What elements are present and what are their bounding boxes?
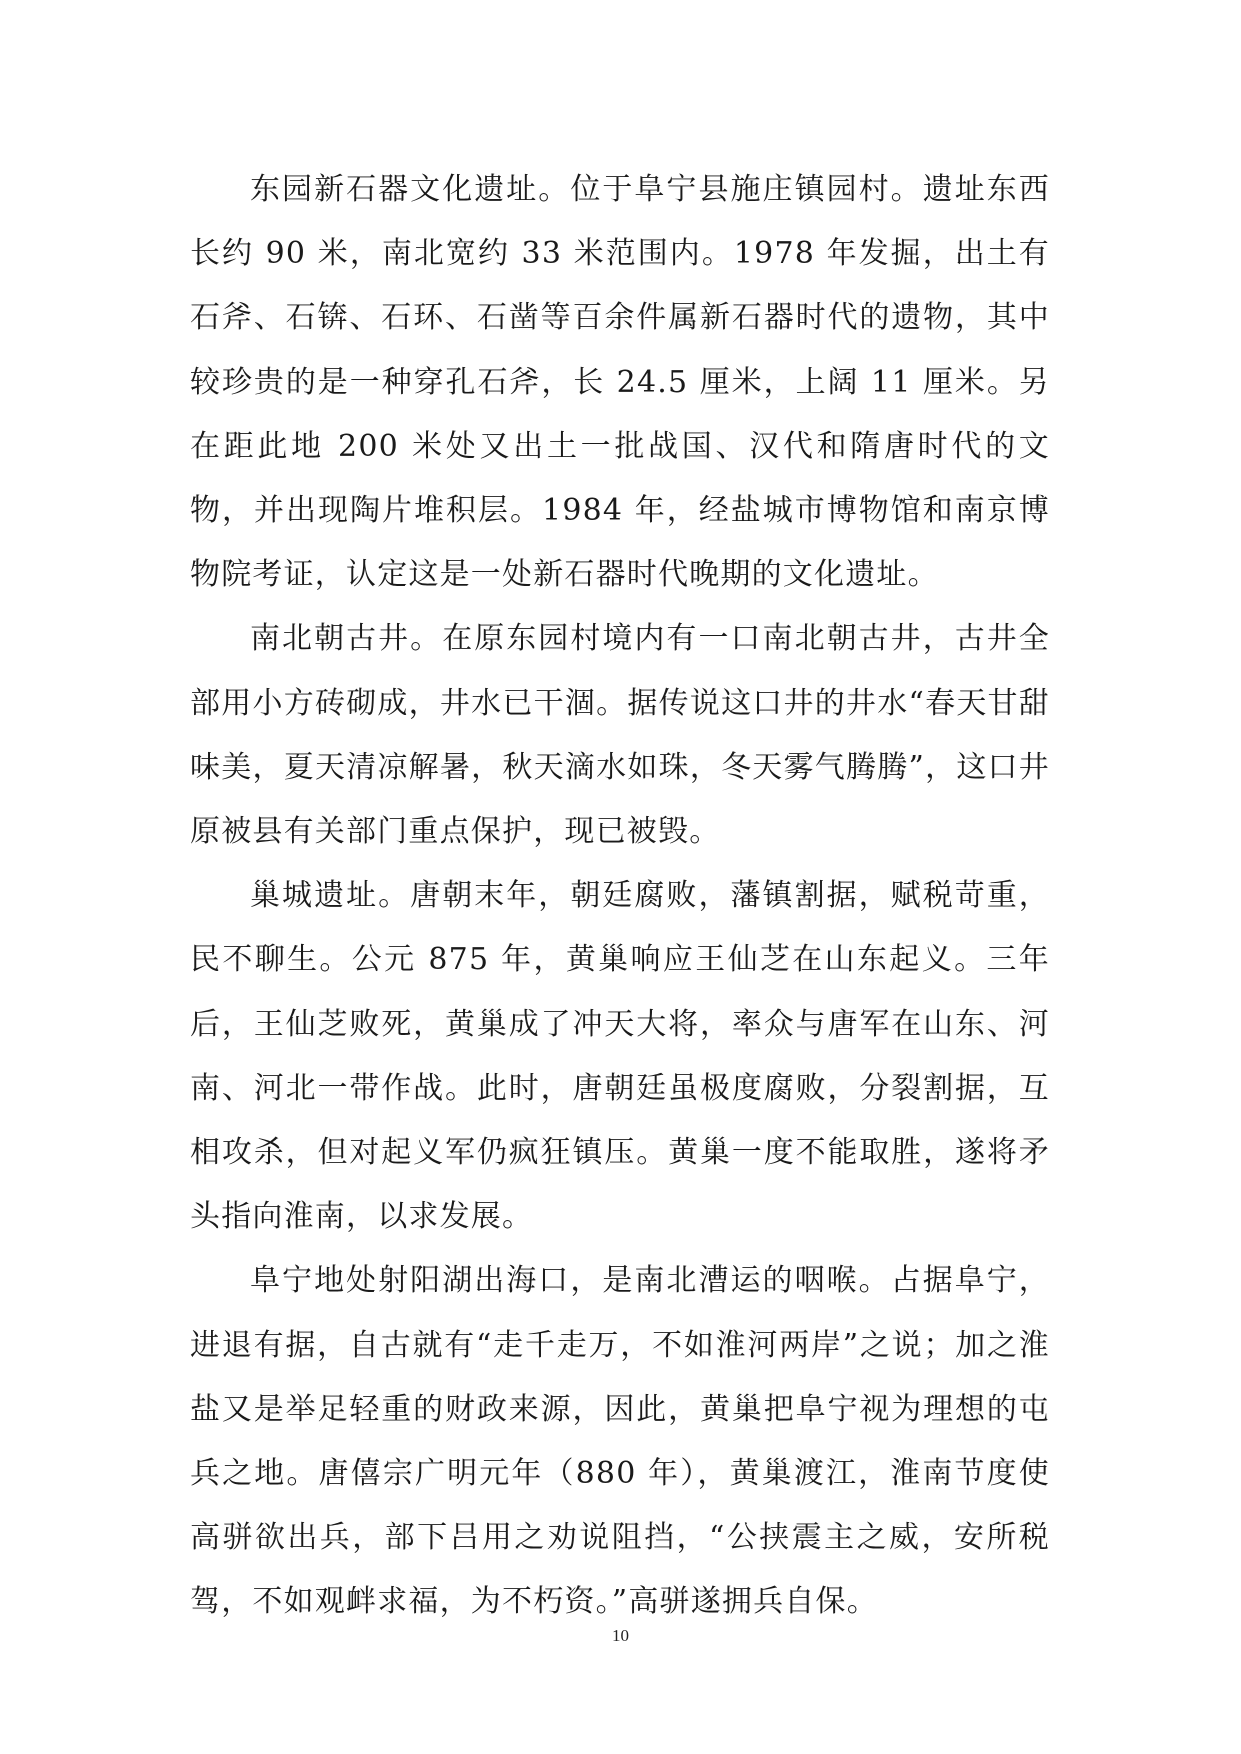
paragraph-dongyuan-site: 东园新石器文化遗址。位于阜宁县施庄镇园村。遗址东西长约 90 米，南北宽约 33 米范围内。1978 年发掘，出土有石斧、石锛、石环、石凿等百余件属新石器时代的遗物，其中较珍贵的是一种穿孔石斧，长 24.5 厘米，上阔 11 厘米。另在距此地 200 米处又出土一批战国、汉代和隋唐时代的文物，并出现陶片堆积层。1984 年，经盐城市博物馆和南京博物院考证，认定这是一处新石器时代晚期的文化遗址。 [190, 172, 1050, 593]
paragraph-funing-location: 阜宁地处射阳湖出海口，是南北漕运的咽喉。占据阜宁，进退有据，自古就有“走千走万，不如淮河两岸”之说；加之淮盐又是举足轻重的财政来源，因此，黄巢把阜宁视为理想的屯兵之地。唐僖宗广明元年（880 年），黄巢渡江，淮南节度使高骈欲出兵，部下吕用之劝说阻挡，“公挟震主之威，安所税驾，不如观衅求福，为不朽资。”高骈遂拥兵自保。 [190, 1263, 1050, 1620]
paragraph-ancient-well: 南北朝古井。在原东园村境内有一口南北朝古井，古井全部用小方砖砌成，井水已干涸。据传说这口井的井水“春天甘甜味美，夏天清凉解暑，秋天滴水如珠，冬天雾气腾腾”，这口井原被县有关部门重点保护，现已被毁。 [190, 621, 1050, 850]
page-number: 10 [612, 1626, 629, 1645]
body-text [190, 158, 1050, 1635]
paragraph-chaocheng-site: 巢城遗址。唐朝末年，朝廷腐败，藩镇割据，赋税苛重，民不聊生。公元 875 年，黄巢响应王仙芝在山东起义。三年后，王仙芝败死，黄巢成了冲天大将，率众与唐军在山东、河南、河北一带作战。此时，唐朝廷虽极度腐败，分裂割据，互相攻杀，但对起义军仍疯狂镇压。黄巢一度不能取胜，遂将矛头指向淮南，以求发展。 [190, 878, 1050, 1235]
